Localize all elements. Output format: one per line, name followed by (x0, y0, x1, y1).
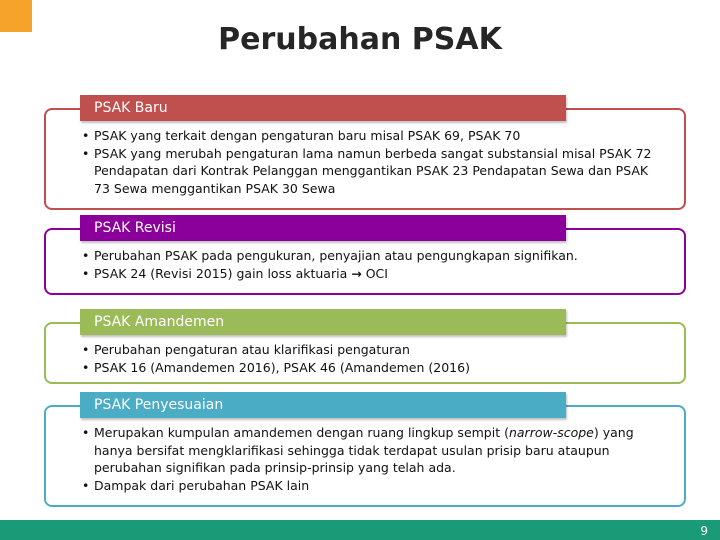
section-psak-amandemen (44, 309, 686, 384)
list-item: • PSAK 24 (Revisi 2015) gain loss aktuaria → OCI (82, 265, 388, 281)
section-psak-baru (44, 95, 686, 210)
bullet-text: Dampak dari perubahan PSAK lain (94, 477, 310, 493)
bullet-text: Perubahan PSAK pada pengukuran, penyajian atau pengungkapan signifikan. (94, 248, 578, 263)
bullet-list (82, 424, 666, 494)
arrow-right-icon: → (351, 265, 362, 281)
list-item: • PSAK yang terkait dengan pengaturan baru misal PSAK 69, PSAK 70 (82, 128, 521, 143)
section-header-label: PSAK Baru (94, 100, 168, 116)
bullet-list (82, 341, 666, 376)
section-header (80, 215, 566, 241)
bullet-list (82, 247, 666, 282)
section-psak-penyesuaian (44, 392, 686, 507)
bullet-arrow-target: OCI (365, 265, 388, 281)
list-item: • PSAK yang merubah pengaturan lama namun berbeda sangat substansial misal PSAK 72 Pendapatan dari Kontrak Pelanggan menggantikan PSAK 23 Pendapatan Sewa dan PSAK 73 Sewa menggantikan PSAK 30 Sewa (82, 145, 652, 196)
section-header (80, 309, 566, 335)
page-number: 9 (700, 524, 708, 538)
list-item: • Perubahan pengaturan atau klarifikasi pengaturan (82, 342, 410, 357)
section-psak-revisi (44, 215, 686, 295)
list-item: • PSAK 16 (Amandemen 2016), PSAK 46 (Amandemen (2016) (82, 359, 470, 375)
bullet-list (82, 127, 666, 197)
list-item: • Merupakan kumpulan amandemen dengan ruang lingkup sempit (narrow-scope) yang hanya bersifat mengklarifikasi sehingga tidak terdapat usulan prisip baru ataupun perubahan signifikan pada prinsip-prinsip yang telah ada. (82, 425, 634, 475)
bullet-text: PSAK 16 (Amandemen 2016), PSAK 46 (Amandemen (2016) (94, 359, 470, 375)
bullet-text: PSAK yang merubah pengaturan lama namun berbeda sangat substansial misal PSAK 72 Pendapatan dari Kontrak Pelanggan menggantikan PSAK 23 Pendapatan Sewa dan PSAK 73 Sewa menggantikan PSAK 30 Sewa (94, 145, 652, 196)
section-header-label: PSAK Revisi (94, 220, 176, 236)
bullet-italic-text: narrow-scope (508, 425, 594, 440)
bullet-text: ) yang hanya bersifat mengklarifikasi sehingga tidak terdapat usulan prisip baru ataupun perubahan signifikan pada prinsip-prinsip yang telah ada. (94, 425, 634, 475)
bullet-text: Perubahan pengaturan atau klarifikasi pengaturan (94, 342, 410, 357)
list-item: • Perubahan PSAK pada pengukuran, penyajian atau pengungkapan signifikan. (82, 248, 578, 263)
bullet-text: PSAK 24 (Revisi 2015) gain loss aktuaria (94, 265, 348, 281)
section-header (80, 392, 566, 418)
slide-title: Perubahan PSAK (218, 22, 502, 57)
section-header-label: PSAK Amandemen (94, 314, 225, 330)
list-item: • Dampak dari perubahan PSAK lain (82, 477, 310, 493)
bullet-text: PSAK yang terkait dengan pengaturan baru misal PSAK 69, PSAK 70 (94, 128, 521, 143)
bullet-text: Merupakan kumpulan amandemen dengan ruang lingkup sempit ( (94, 425, 509, 440)
section-header-label: PSAK Penyesuaian (94, 397, 224, 413)
section-header (80, 95, 566, 121)
footer-bar (0, 520, 720, 540)
